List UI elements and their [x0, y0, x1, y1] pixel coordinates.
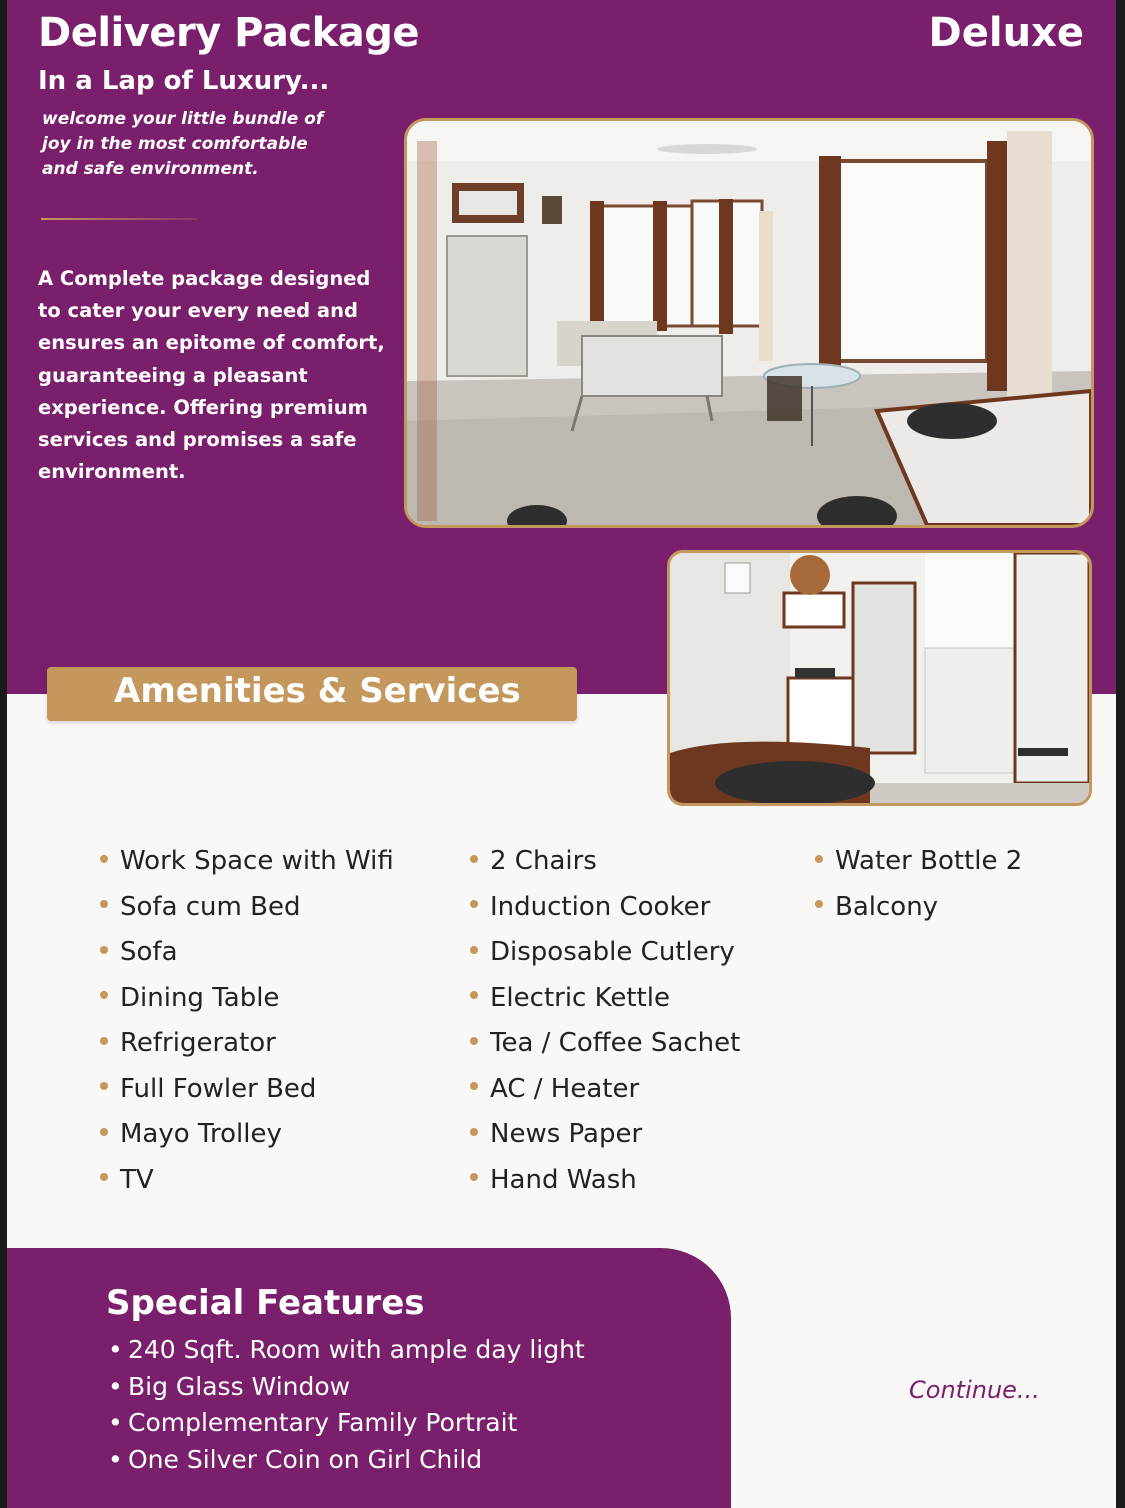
intro-paragraph: A Complete package designed to cater your every need and ensures an epitome of comfort, guaranteeing a pleasant experience. Offering premium services and promises a safe environment.: [38, 267, 385, 484]
bullet-dot-icon: [470, 946, 478, 954]
list-item: Refrigerator: [100, 1021, 394, 1067]
special-features-heading: Special Features: [106, 1283, 425, 1323]
list-item: Mayo Trolley: [100, 1112, 394, 1158]
bullet-dot-icon: [470, 855, 478, 863]
bullet-dot-icon: [815, 900, 823, 908]
amenities-heading: Amenities & Services: [114, 671, 521, 711]
amenities-banner: [47, 667, 577, 721]
list-item: Sofa: [100, 930, 394, 976]
bullet-icon: •: [108, 1371, 123, 1401]
bullet-dot-icon: [100, 1082, 108, 1090]
bullet-dot-icon: [470, 1173, 478, 1181]
room-photo: [404, 118, 1094, 528]
amenities-list-column-1: [100, 839, 394, 1203]
amenities-list-column-3: [815, 839, 1022, 930]
list-item: • Complementary Family Portrait: [108, 1405, 585, 1442]
bullet-dot-icon: [100, 946, 108, 954]
list-item: Disposable Cutlery: [470, 930, 740, 976]
list-item: • 240 Sqft. Room with ample day light: [108, 1332, 585, 1369]
list-item: News Paper: [470, 1112, 740, 1158]
list-item: Water Bottle 2: [815, 839, 1022, 885]
list-item: Dining Table: [100, 976, 394, 1022]
list-item: Hand Wash: [470, 1158, 740, 1204]
divider: [41, 218, 197, 220]
bullet-icon: •: [108, 1444, 123, 1474]
bullet-dot-icon: [100, 1128, 108, 1136]
list-item: Work Space with Wifi: [100, 839, 394, 885]
list-item: 2 Chairs: [470, 839, 740, 885]
bullet-dot-icon: [100, 900, 108, 908]
bullet-dot-icon: [470, 1037, 478, 1045]
bullet-dot-icon: [100, 855, 108, 863]
list-item: AC / Heater: [470, 1067, 740, 1113]
list-item: TV: [100, 1158, 394, 1204]
list-item: Sofa cum Bed: [100, 885, 394, 931]
bullet-dot-icon: [470, 900, 478, 908]
bullet-dot-icon: [100, 991, 108, 999]
bullet-icon: •: [108, 1408, 123, 1437]
package-tier: Deluxe: [928, 10, 1084, 56]
kitchenette-photo: [667, 550, 1092, 806]
bullet-dot-icon: [100, 1037, 108, 1045]
bullet-icon: •: [108, 1335, 123, 1364]
bullet-dot-icon: [470, 991, 478, 999]
list-item: Induction Cooker: [470, 885, 740, 931]
bullet-dot-icon: [470, 1082, 478, 1090]
page-subtitle: In a Lap of Luxury...: [38, 66, 330, 96]
special-features-list: [108, 1332, 585, 1478]
amenities-list-column-2: [470, 839, 740, 1203]
continue-link[interactable]: Continue...: [909, 1376, 1040, 1404]
list-item: • Big Glass Window: [108, 1369, 585, 1406]
list-item: Full Fowler Bed: [100, 1067, 394, 1113]
list-item: Balcony: [815, 885, 1022, 931]
brochure-page: [7, 0, 1116, 1508]
welcome-text: welcome your little bundle of joy in the most comfortable and safe environment.: [42, 109, 324, 179]
page-title: Delivery Package: [38, 10, 419, 56]
list-item: Electric Kettle: [470, 976, 740, 1022]
bullet-dot-icon: [815, 855, 823, 863]
list-item: • One Silver Coin on Girl Child: [108, 1442, 585, 1479]
list-item: Tea / Coffee Sachet: [470, 1021, 740, 1067]
bullet-dot-icon: [470, 1128, 478, 1136]
bullet-dot-icon: [100, 1173, 108, 1181]
